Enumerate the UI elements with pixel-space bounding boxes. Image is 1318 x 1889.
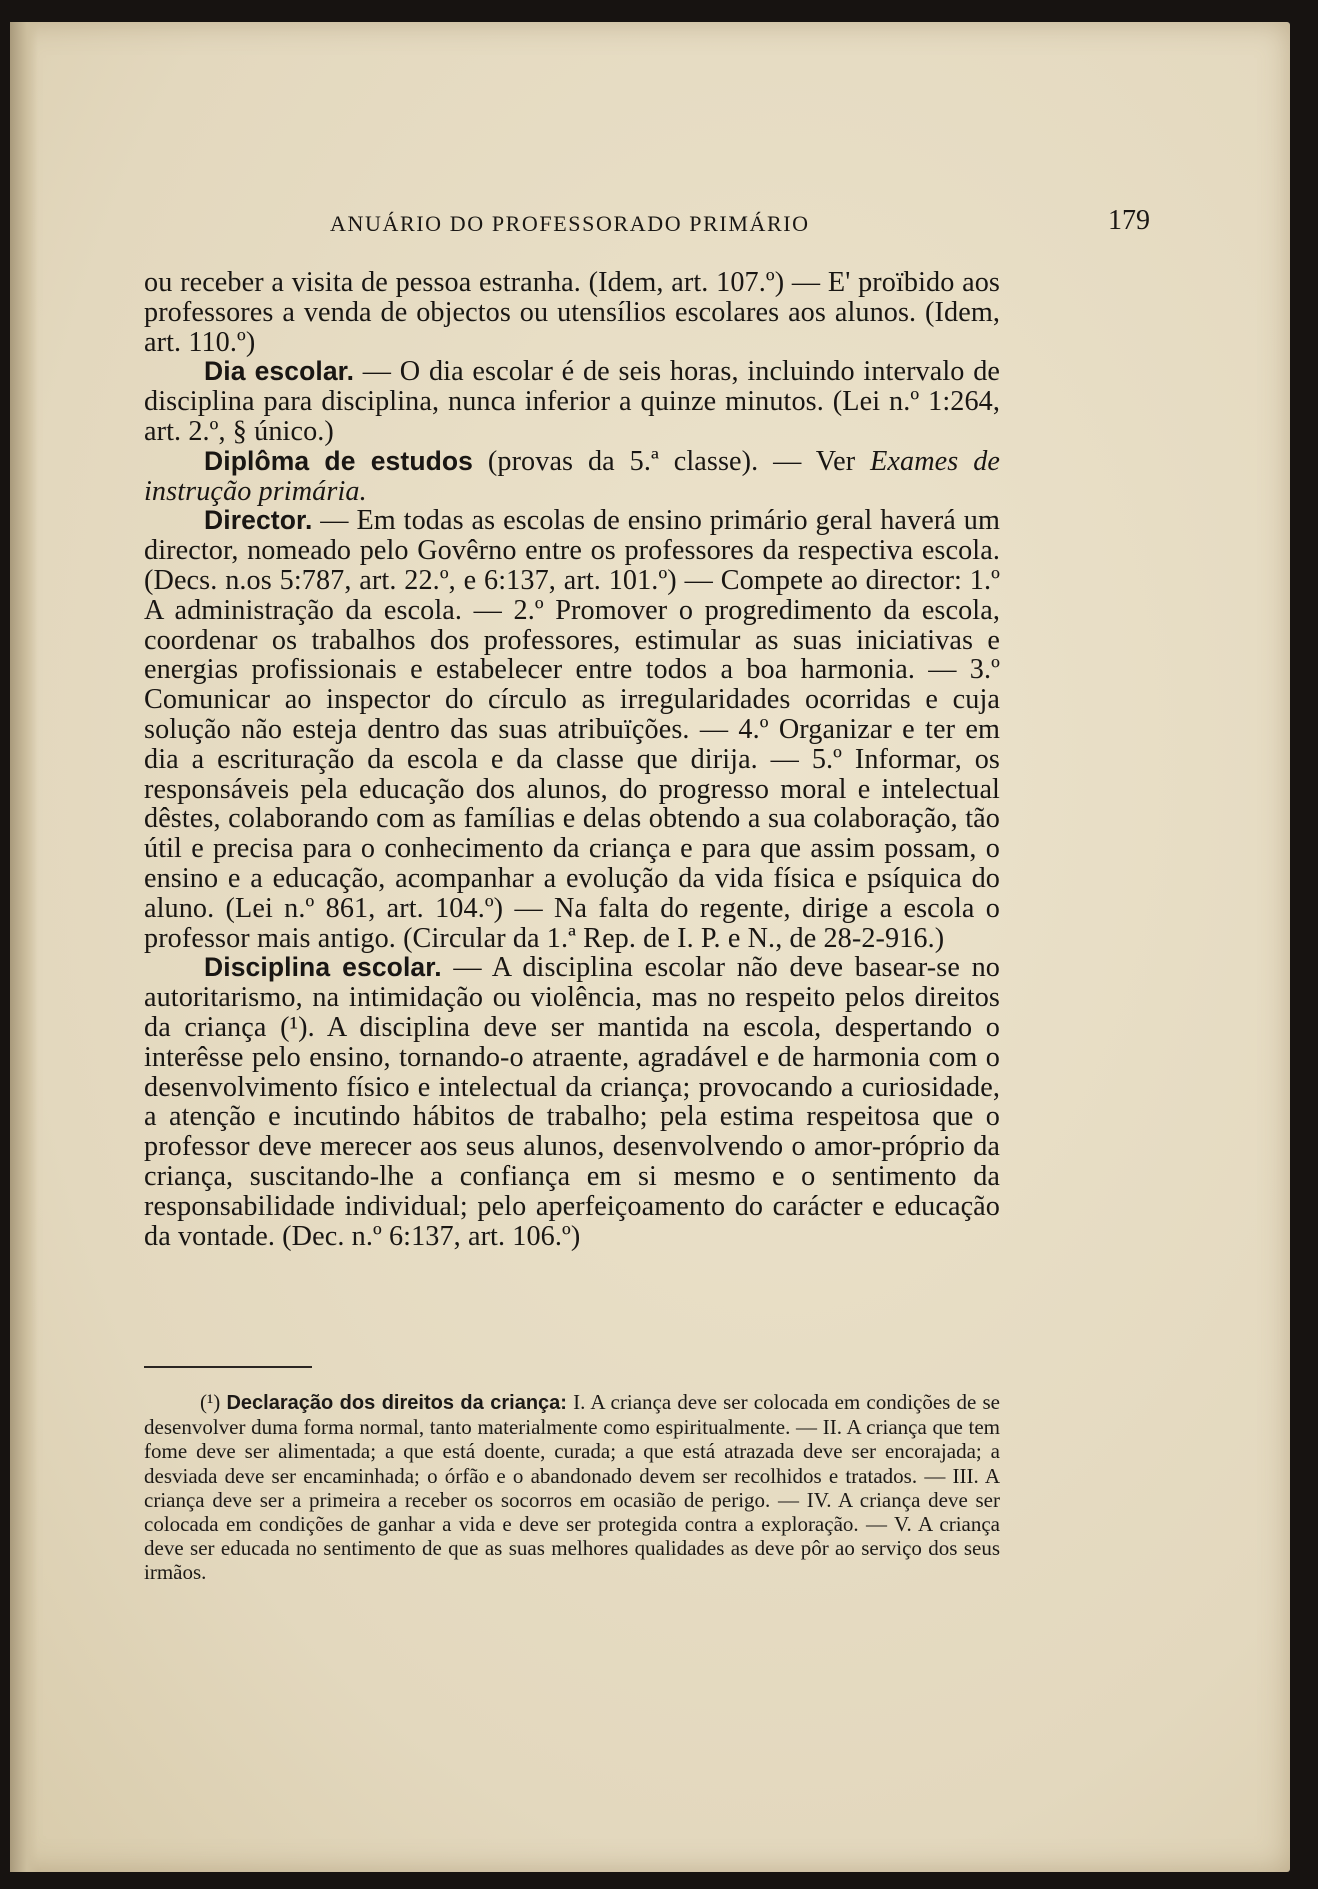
running-header [330, 205, 1150, 241]
body-text [144, 268, 1000, 1251]
entry-heading: Director. [204, 505, 313, 536]
footnote-text: I. A criança deve ser colocada em condições de se desenvolver duma forma normal, tanto materialmente como espiritualmente. — II. A criança que tem fome deve ser alimentada; a que está doente, curada; a que está atrazada deve ser encorajada; a desviada deve ser encaminhada; o órfão e o abandonado devem ser recolhidos e tratados. — III. A criança deve ser a primeira a receber os socorros em ocasião de perigo. — IV. A criança deve ser colocada em condições de ganhar a vida e deve ser protegida contra a exploração. — V. A criança deve ser educada no sentimento de que as suas melhores qualidades as deve pôr ao serviço dos seus irmãos. [144, 1390, 1001, 1585]
entry-heading: Diplôma de estudos [204, 445, 474, 476]
footnote-divider [144, 1366, 312, 1368]
paragraph-text: (provas da 5.ª classe). — Ver [473, 445, 871, 477]
footnote-heading: Declaração dos direitos da criança: [226, 1392, 567, 1414]
entry-heading: Disciplina escolar. [204, 952, 442, 983]
paragraph-text: — Em todas as escolas de ensino primário geral haverá um director, nomeado pelo Govêrno entre os professores da respectiva escola. (Decs. n.os 5:787, art. 22.º, e 6:137, art. 101.º) — Compete ao director: 1.º A administração da escola. — 2.º Promover o progredimento da escola, coordenar os trabalhos dos professores, estimular as suas iniciativas e energias profissionais e estabelecer entre todos a boa harmonia. — 3.º Comunicar ao inspector do círculo as irregularidades ocorridas e cuja solução não esteja dentro das suas atribuïções. — 4.º Organizar e ter em dia a escrituração da escola e da classe que dirija. — 5.º Informar, os responsáveis pela educação dos alunos, do progresso moral e intelectual dêstes, colaborando com as famílias e delas obtendo a sua colaboração, tão útil e precisa para o conhecimento da criança e para que assim possam, o ensino e a educação, acompanhar a evolução da vida física e psíquica do aluno. (Lei n.º 861, art. 104.º) — Na falta do regente, dirige a escola o professor mais antigo. (Circular da 1.ª Rep. de I. P. e N., de 28-2-916.) [144, 505, 1000, 954]
paragraph-text: — A disciplina escolar não deve basear-se no autoritarismo, na intimidação ou violência, mas no respeito pelos direitos da criança (¹). A disciplina deve ser mantida na escola, despertando o interêsse pelo ensino, tornando-o atraente, agradável e de harmonia com o desenvolvimento físico e intelectual da criança; provocando a curiosidade, a atenção e incutindo hábitos de trabalho; pela estima respeitosa que o professor deve merecer aos seus alunos, desenvolvendo o amor-próprio da criança, suscitando-lhe a confiança em si mesmo e o sentimento da responsabilidade individual; pelo aperfeiçoamento do carácter e educação da vontade. (Dec. n.º 6:137, art. 106.º) [144, 952, 1000, 1252]
page-binding-edge [10, 22, 38, 1872]
running-title: ANUÁRIO DO PROFESSORADO PRIMÁRIO [330, 211, 810, 236]
footnote [144, 1390, 1000, 1585]
entry-dia-escolar [144, 357, 1000, 446]
entry-diploma-de-estudos [144, 447, 1000, 507]
page-number: 179 [1108, 205, 1150, 236]
footnote-marker: (¹) [200, 1390, 221, 1414]
paragraph-text: — O dia escolar é de seis horas, incluindo intervalo de disciplina para disciplina, nunca inferior a quinze minutos. (Lei n.º 1:264, art. 2.º, § único.) [144, 356, 1001, 447]
entry-director [144, 506, 1000, 953]
cross-reference: Exames de instrução primária. [144, 445, 1001, 507]
paragraph-text: ou receber a visita de pessoa estranha. (Idem, art. 107.º) — E' proïbido aos professores a venda de objectos ou utensílios escolares aos alunos. (Idem, art. 110.º) [144, 267, 1000, 358]
entry-disciplina-escolar [144, 953, 1000, 1251]
paragraph-continuation [144, 268, 1000, 357]
entry-heading: Dia escolar. [204, 356, 355, 387]
